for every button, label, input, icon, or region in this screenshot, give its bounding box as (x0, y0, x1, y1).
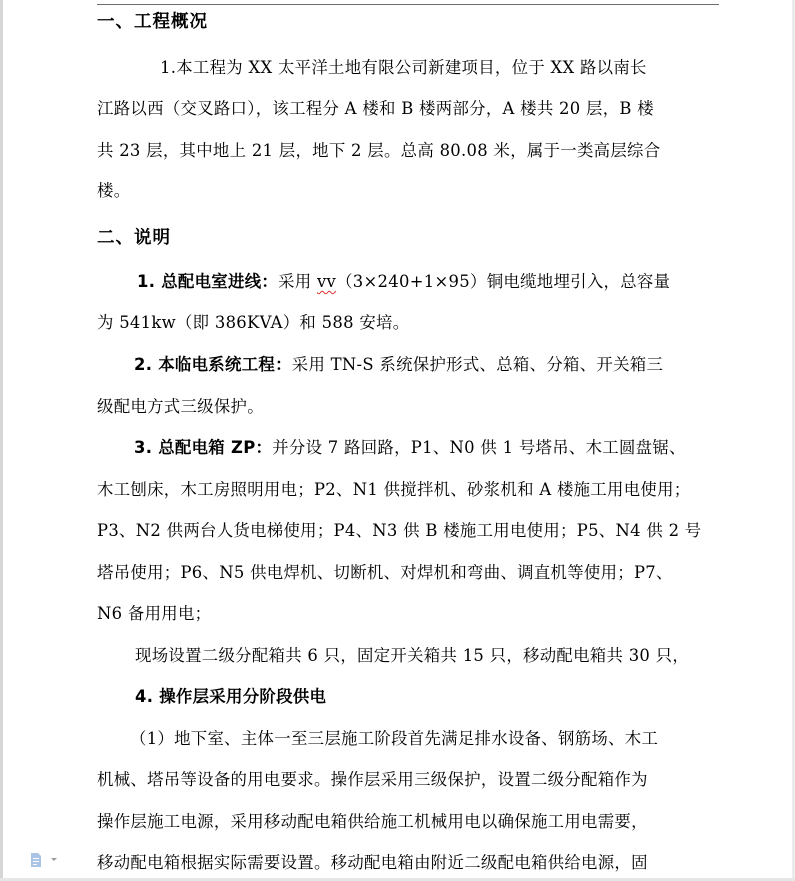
item1-text-after: （3×240+1×95）铜电缆地埋引入，总容量 (336, 272, 671, 291)
paragraph-line: 江路以西（交叉路口），该工程分 A 楼和 B 楼两部分，A 楼共 20 层，B 楼 (97, 99, 654, 118)
item2-line (134, 355, 663, 375)
paragraph-line: N6 备用用电； (97, 604, 212, 623)
paragraph-line: 木工刨床，木工房照明用电；P2、N1 供搅拌机、砂浆机和 A 楼施工用电使用； (97, 480, 691, 499)
item2-label: 2. 本临电系统工程： (134, 355, 292, 374)
paragraph-line: 楼。 (97, 181, 131, 200)
item1-text-before: 采用 (278, 272, 317, 291)
item2-text: 采用 TN-S 系统保护形式、总箱、分箱、开关箱三 (291, 355, 664, 374)
paragraph-line: 塔吊使用；P6、N5 供电焊机、切断机、对焊机和弯曲、调直机等使用；P7、 (97, 563, 673, 582)
paragraph-line: 机械、塔吊等设备的用电要求。操作层采用三级保护，设置二级分配箱作为 (97, 770, 648, 789)
spellcheck-flagged-word[interactable]: vv (316, 272, 337, 291)
item1-line (137, 272, 670, 292)
chevron-down-icon[interactable] (51, 858, 57, 861)
item4-heading: 4. 操作层采用分阶段供电 (135, 687, 327, 706)
item3-label: 3. 总配电箱 ZP： (134, 438, 273, 457)
section-heading-overview: 一、工程概况 (97, 12, 208, 32)
header-rule (97, 4, 719, 5)
paragraph-line: 共 23 层，其中地上 21 层，地下 2 层。总高 80.08 米，属于一类高层综合 (97, 141, 661, 160)
paragraph-line: 现场设置二级分配箱共 6 只，固定开关箱共 15 只，移动配电箱共 30 只， (135, 646, 690, 665)
document-icon[interactable] (30, 853, 42, 867)
paragraph-line: 操作层施工电源，采用移动配电箱供给施工机械用电以确保施工用电需要， (97, 812, 648, 831)
section-heading-description: 二、说明 (97, 228, 171, 248)
item3-text: 并分设 7 路回路，P1、N0 供 1 号塔吊、木工圆盘锯、 (272, 438, 686, 457)
paragraph-line: 级配电方式三级保护。 (97, 397, 264, 416)
paragraph-line: 1.本工程为 XX 太平洋土地有限公司新建项目，位于 XX 路以南长 (160, 58, 647, 77)
item3-line (134, 438, 686, 458)
item1-label: 1. 总配电室进线： (137, 272, 279, 291)
paragraph-line: P3、N2 供两台人货电梯使用；P4、N3 供 B 楼施工用电使用；P5、N4 供 2 号 (97, 521, 702, 540)
paragraph-line: 移动配电箱根据实际需要设置。移动配电箱由附近二级配电箱供给电源，固 (97, 853, 648, 872)
paragraph-line: （1）地下室、主体一至三层施工阶段首先满足排水设备、钢筋场、木工 (130, 729, 659, 748)
paragraph-line: 为 541kw（即 386KVA）和 588 安培。 (97, 313, 410, 332)
